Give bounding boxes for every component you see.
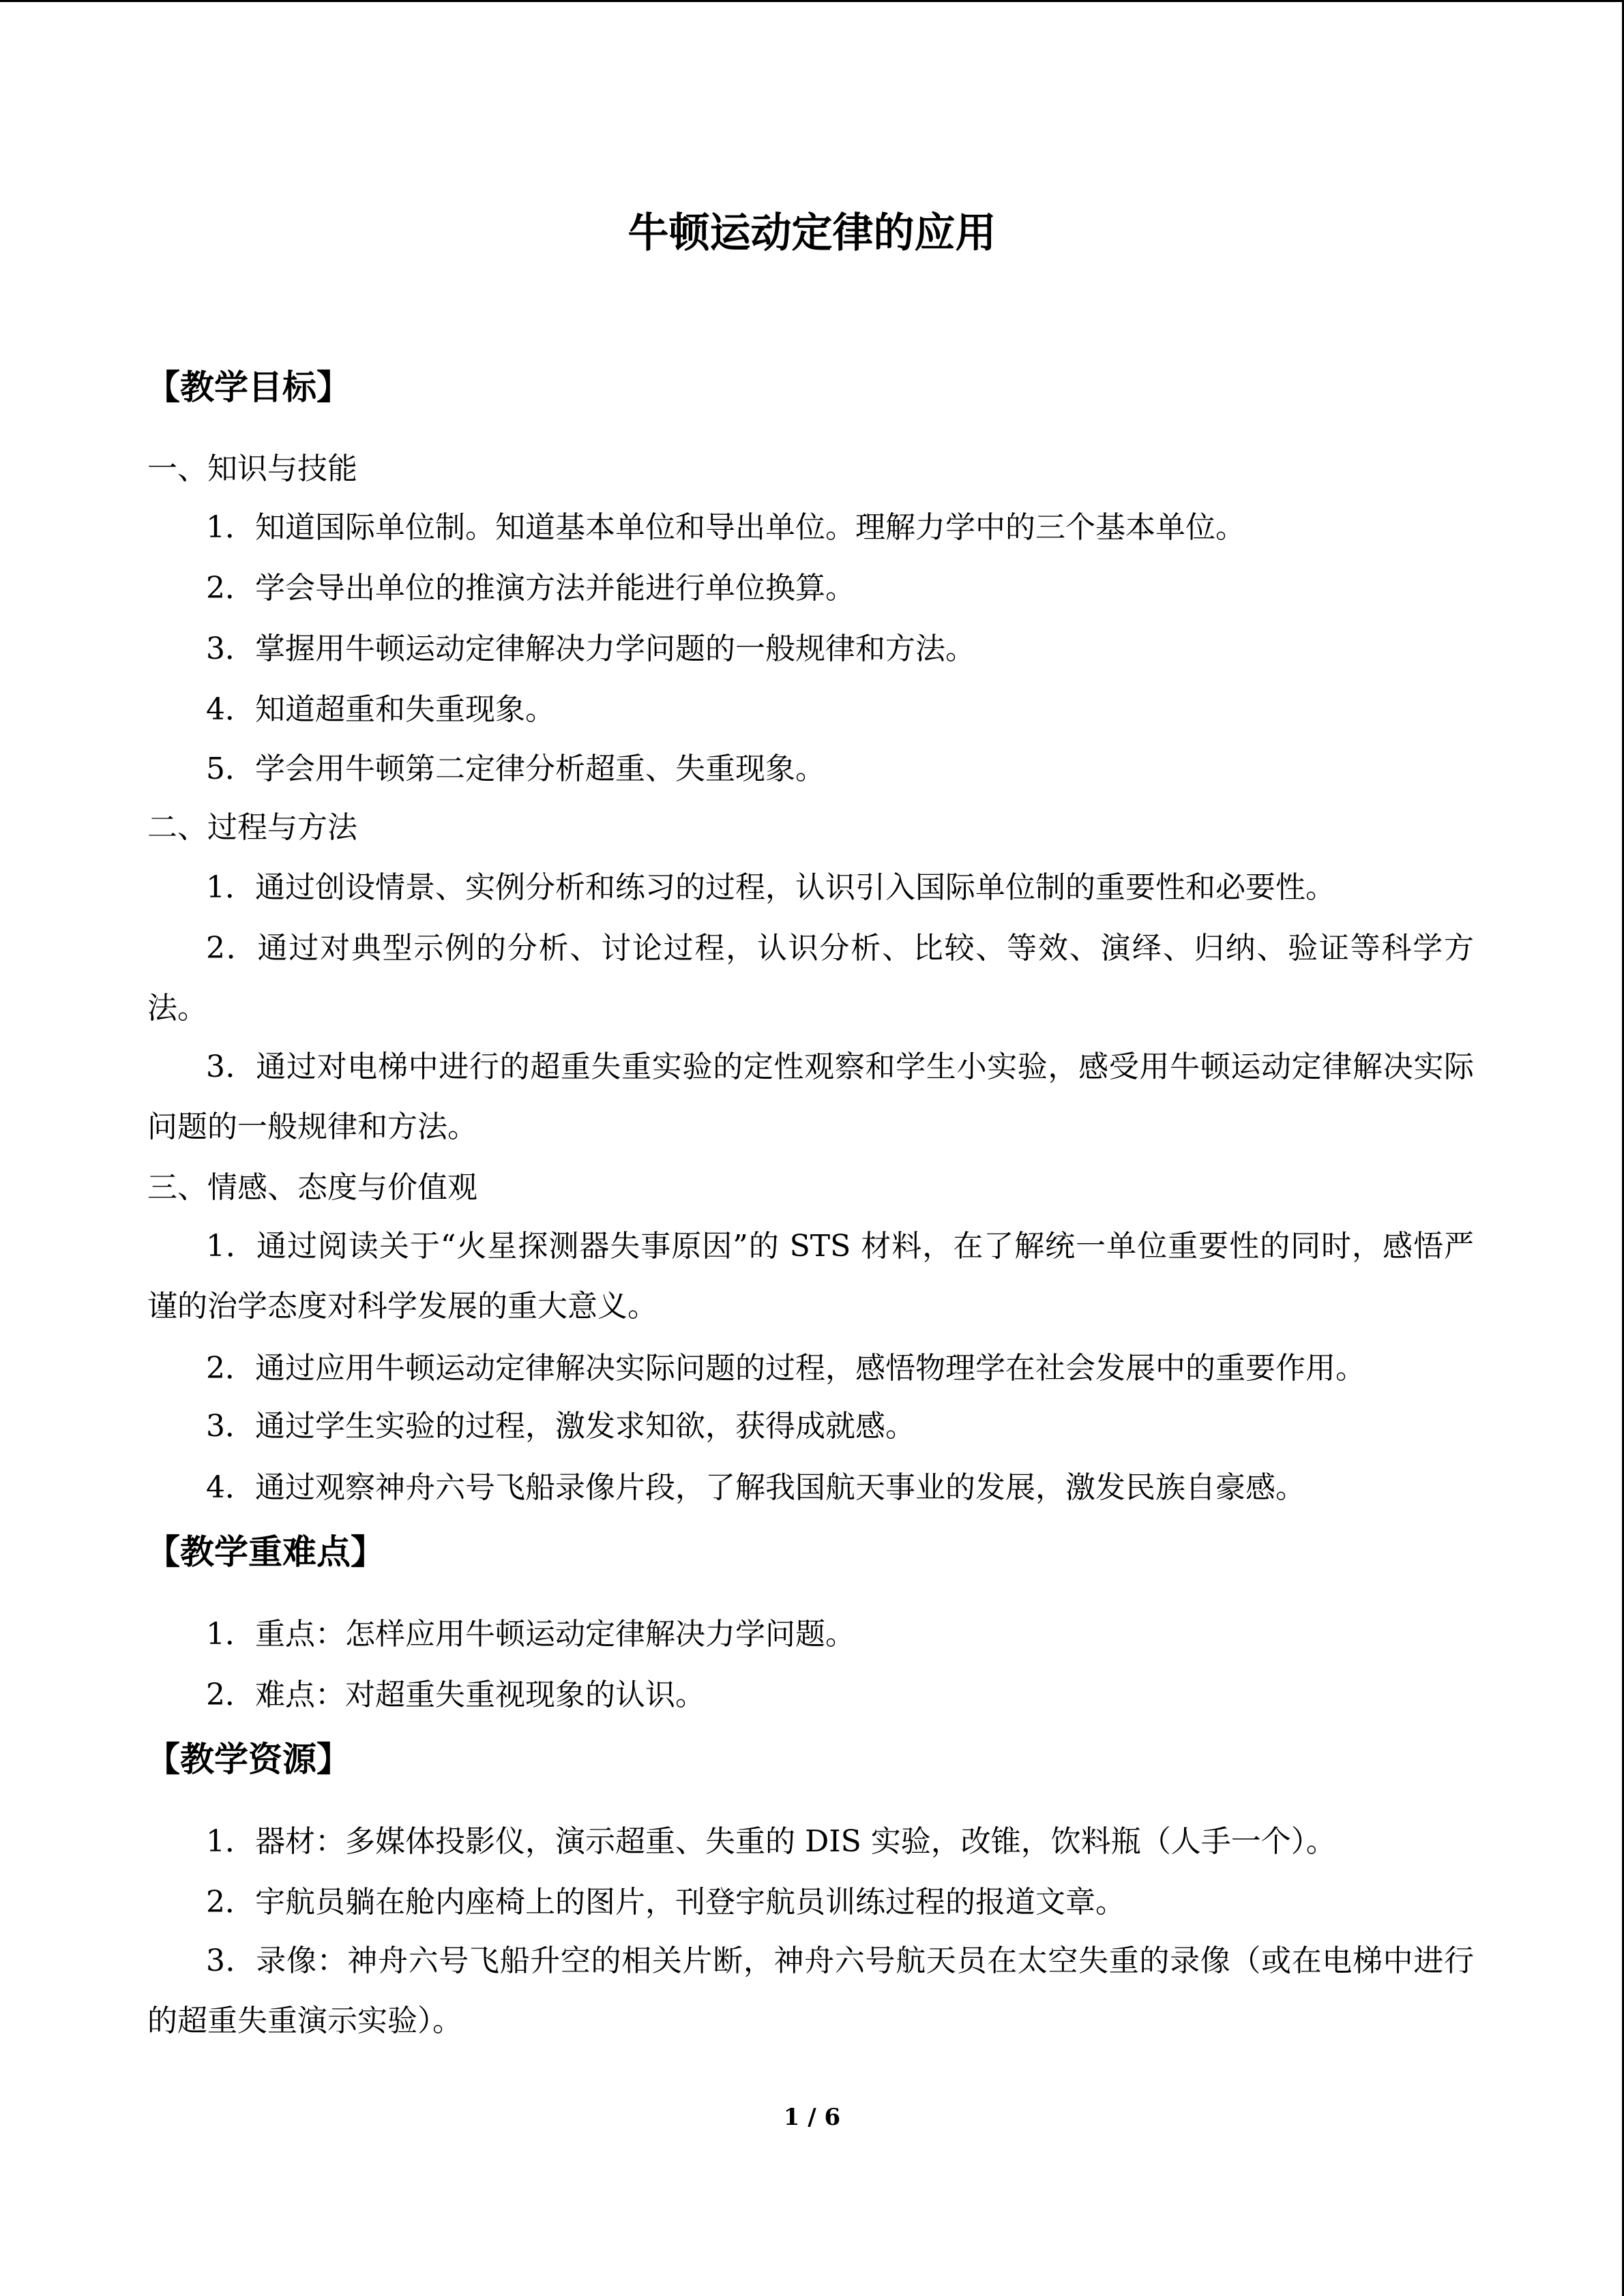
list-item: 4．通过观察神舟六号飞船录像片段，了解我国航天事业的发展，激发民族自豪感。 xyxy=(206,1470,1305,1505)
section-heading-objectives: 【教学目标】 xyxy=(146,368,351,407)
list-item: 4．知道超重和失重现象。 xyxy=(206,692,555,727)
list-item: 2．通过对典型示例的分析、讨论过程，认识分析、比较、等效、演绎、归纳、验证等科学方法。 xyxy=(147,931,1474,1026)
page-number: 1 / 6 xyxy=(783,2104,841,2131)
list-item: 2．宇航员躺在舱内座椅上的图片，刊登宇航员训练过程的报道文章。 xyxy=(206,1885,1125,1920)
list-item: 3．通过对电梯中进行的超重失重实验的定性观察和学生小实验，感受用牛顿运动定律解决实际问题的一般规律和方法。 xyxy=(147,1049,1474,1144)
list-item: 5．学会用牛顿第二定律分析超重、失重现象。 xyxy=(206,751,825,786)
subheading-knowledge-skills: 一、知识与技能 xyxy=(147,451,357,486)
list-item: 1．器材：多媒体投影仪，演示超重、失重的 DIS 实验，改锥，饮料瓶（人手一个）。 xyxy=(206,1824,1336,1859)
list-item: 3．录像：神舟六号飞船升空的相关片断，神舟六号航天员在太空失重的录像（或在电梯中进行的超重失重演示实验）。 xyxy=(147,1943,1474,2038)
list-item: 1．通过阅读关于“火星探测器失事原因”的 STS 材料，在了解统一单位重要性的同时，感悟严谨的治学态度对科学发展的重大意义。 xyxy=(147,1229,1474,1324)
page-border-top xyxy=(0,0,1624,2)
subheading-process-methods: 二、过程与方法 xyxy=(147,810,357,845)
list-item: 2．学会导出单位的推演方法并能进行单位换算。 xyxy=(206,571,855,606)
list-item: 2．通过应用牛顿运动定律解决实际问题的过程，感悟物理学在社会发展中的重要作用。 xyxy=(206,1351,1365,1386)
section-heading-keypoints: 【教学重难点】 xyxy=(146,1532,385,1572)
list-item: 3．通过学生实验的过程，激发求知欲，获得成就感。 xyxy=(206,1409,915,1444)
list-item: 1．知道国际单位制。知道基本单位和导出单位。理解力学中的三个基本单位。 xyxy=(206,510,1245,545)
list-item: 1．通过创设情景、实例分析和练习的过程，认识引入国际单位制的重要性和必要性。 xyxy=(206,870,1335,905)
subheading-emotion-values: 三、情感、态度与价值观 xyxy=(147,1170,477,1205)
document-title: 牛顿运动定律的应用 xyxy=(628,209,996,257)
list-item: 3．掌握用牛顿运动定律解决力学问题的一般规律和方法。 xyxy=(206,631,975,666)
list-item: 2．难点：对超重失重视现象的认识。 xyxy=(206,1678,705,1712)
section-heading-resources: 【教学资源】 xyxy=(146,1740,351,1779)
list-item: 1．重点：怎样应用牛顿运动定律解决力学问题。 xyxy=(206,1617,855,1652)
